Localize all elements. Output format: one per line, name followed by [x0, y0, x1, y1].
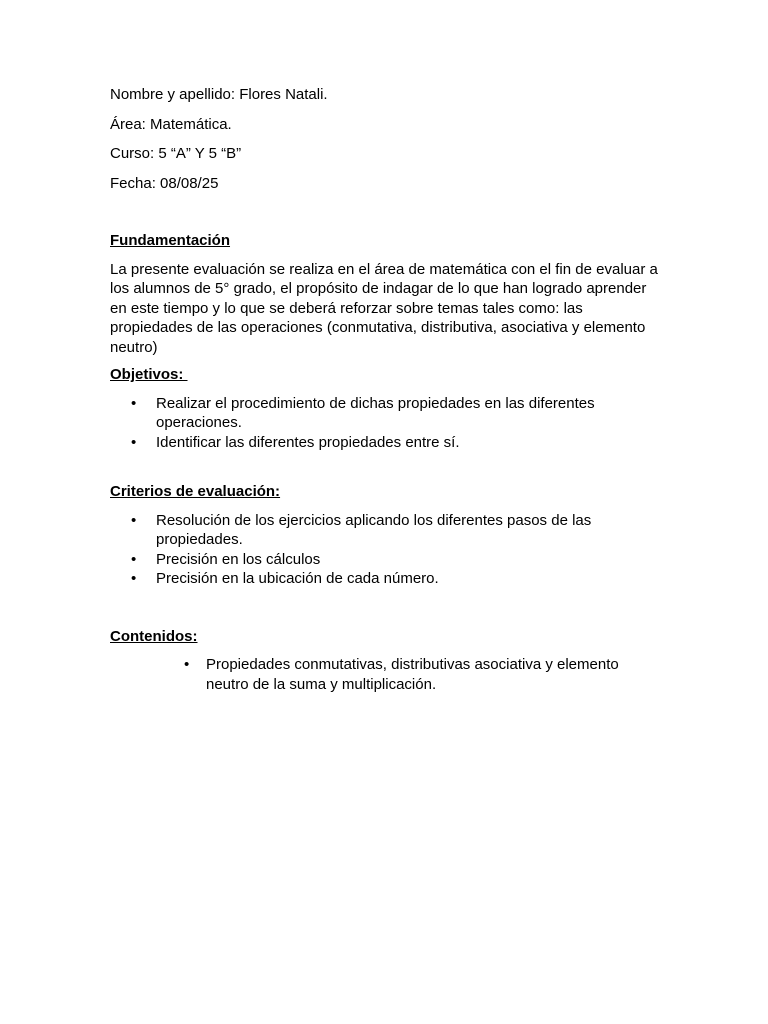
document-page: [110, 85, 660, 694]
fundamentacion-heading: Fundamentación: [110, 232, 231, 249]
list-item: [110, 511, 660, 550]
bullet-icon: •: [131, 394, 137, 412]
objetivos-list: [110, 394, 660, 453]
contenidos-list: [110, 655, 660, 694]
list-item: [110, 394, 660, 433]
criterios-heading: Criterios de evaluación:: [110, 483, 281, 500]
list-item-text: Precisión en la ubicación de cada número.: [156, 570, 439, 587]
date: Fecha: 08/08/25: [110, 174, 219, 192]
list-item: [110, 569, 660, 589]
bullet-icon: •: [131, 433, 137, 451]
student-name: Nombre y apellido: Flores Natali.: [110, 86, 328, 103]
fundamentacion-body: La presente evaluación se realiza en el área de matemática con el fin de evaluar a los alumnos de 5° grado, el propósito de indagar de lo que han logrado aprender en este tiempo y lo que se deberá reforzar sobre temas tales como: las propiedades de las operaciones (conmutativa, distributiva, asociativa y elemento neutro): [110, 260, 658, 356]
list-item: [110, 550, 660, 570]
bullet-icon: •: [131, 550, 137, 568]
bullet-icon: •: [131, 570, 137, 587]
bullet-icon: •: [131, 511, 137, 529]
list-item: [110, 655, 660, 694]
list-item-text: Propiedades conmutativas, distributivas asociativa y elemento neutro de la suma y multiplicación.: [206, 656, 619, 693]
list-item: [110, 433, 660, 453]
criterios-list: [110, 511, 660, 589]
list-item-text: Resolución de los ejercicios aplicando los diferentes pasos de las propiedades.: [156, 511, 592, 548]
list-item-text: Realizar el procedimiento de dichas propiedades en las diferentes operaciones.: [156, 394, 595, 431]
objetivos-heading: Objetivos:: [110, 366, 188, 383]
course: Curso: 5 “A” Y 5 “B”: [110, 145, 242, 162]
contenidos-heading: Contenidos:: [110, 627, 198, 645]
list-item-text: Identificar las diferentes propiedades entre sí.: [156, 433, 460, 451]
list-item-text: Precisión en los cálculos: [156, 550, 321, 568]
subject-area: Área: Matemática.: [110, 115, 232, 133]
bullet-icon: •: [184, 656, 190, 673]
